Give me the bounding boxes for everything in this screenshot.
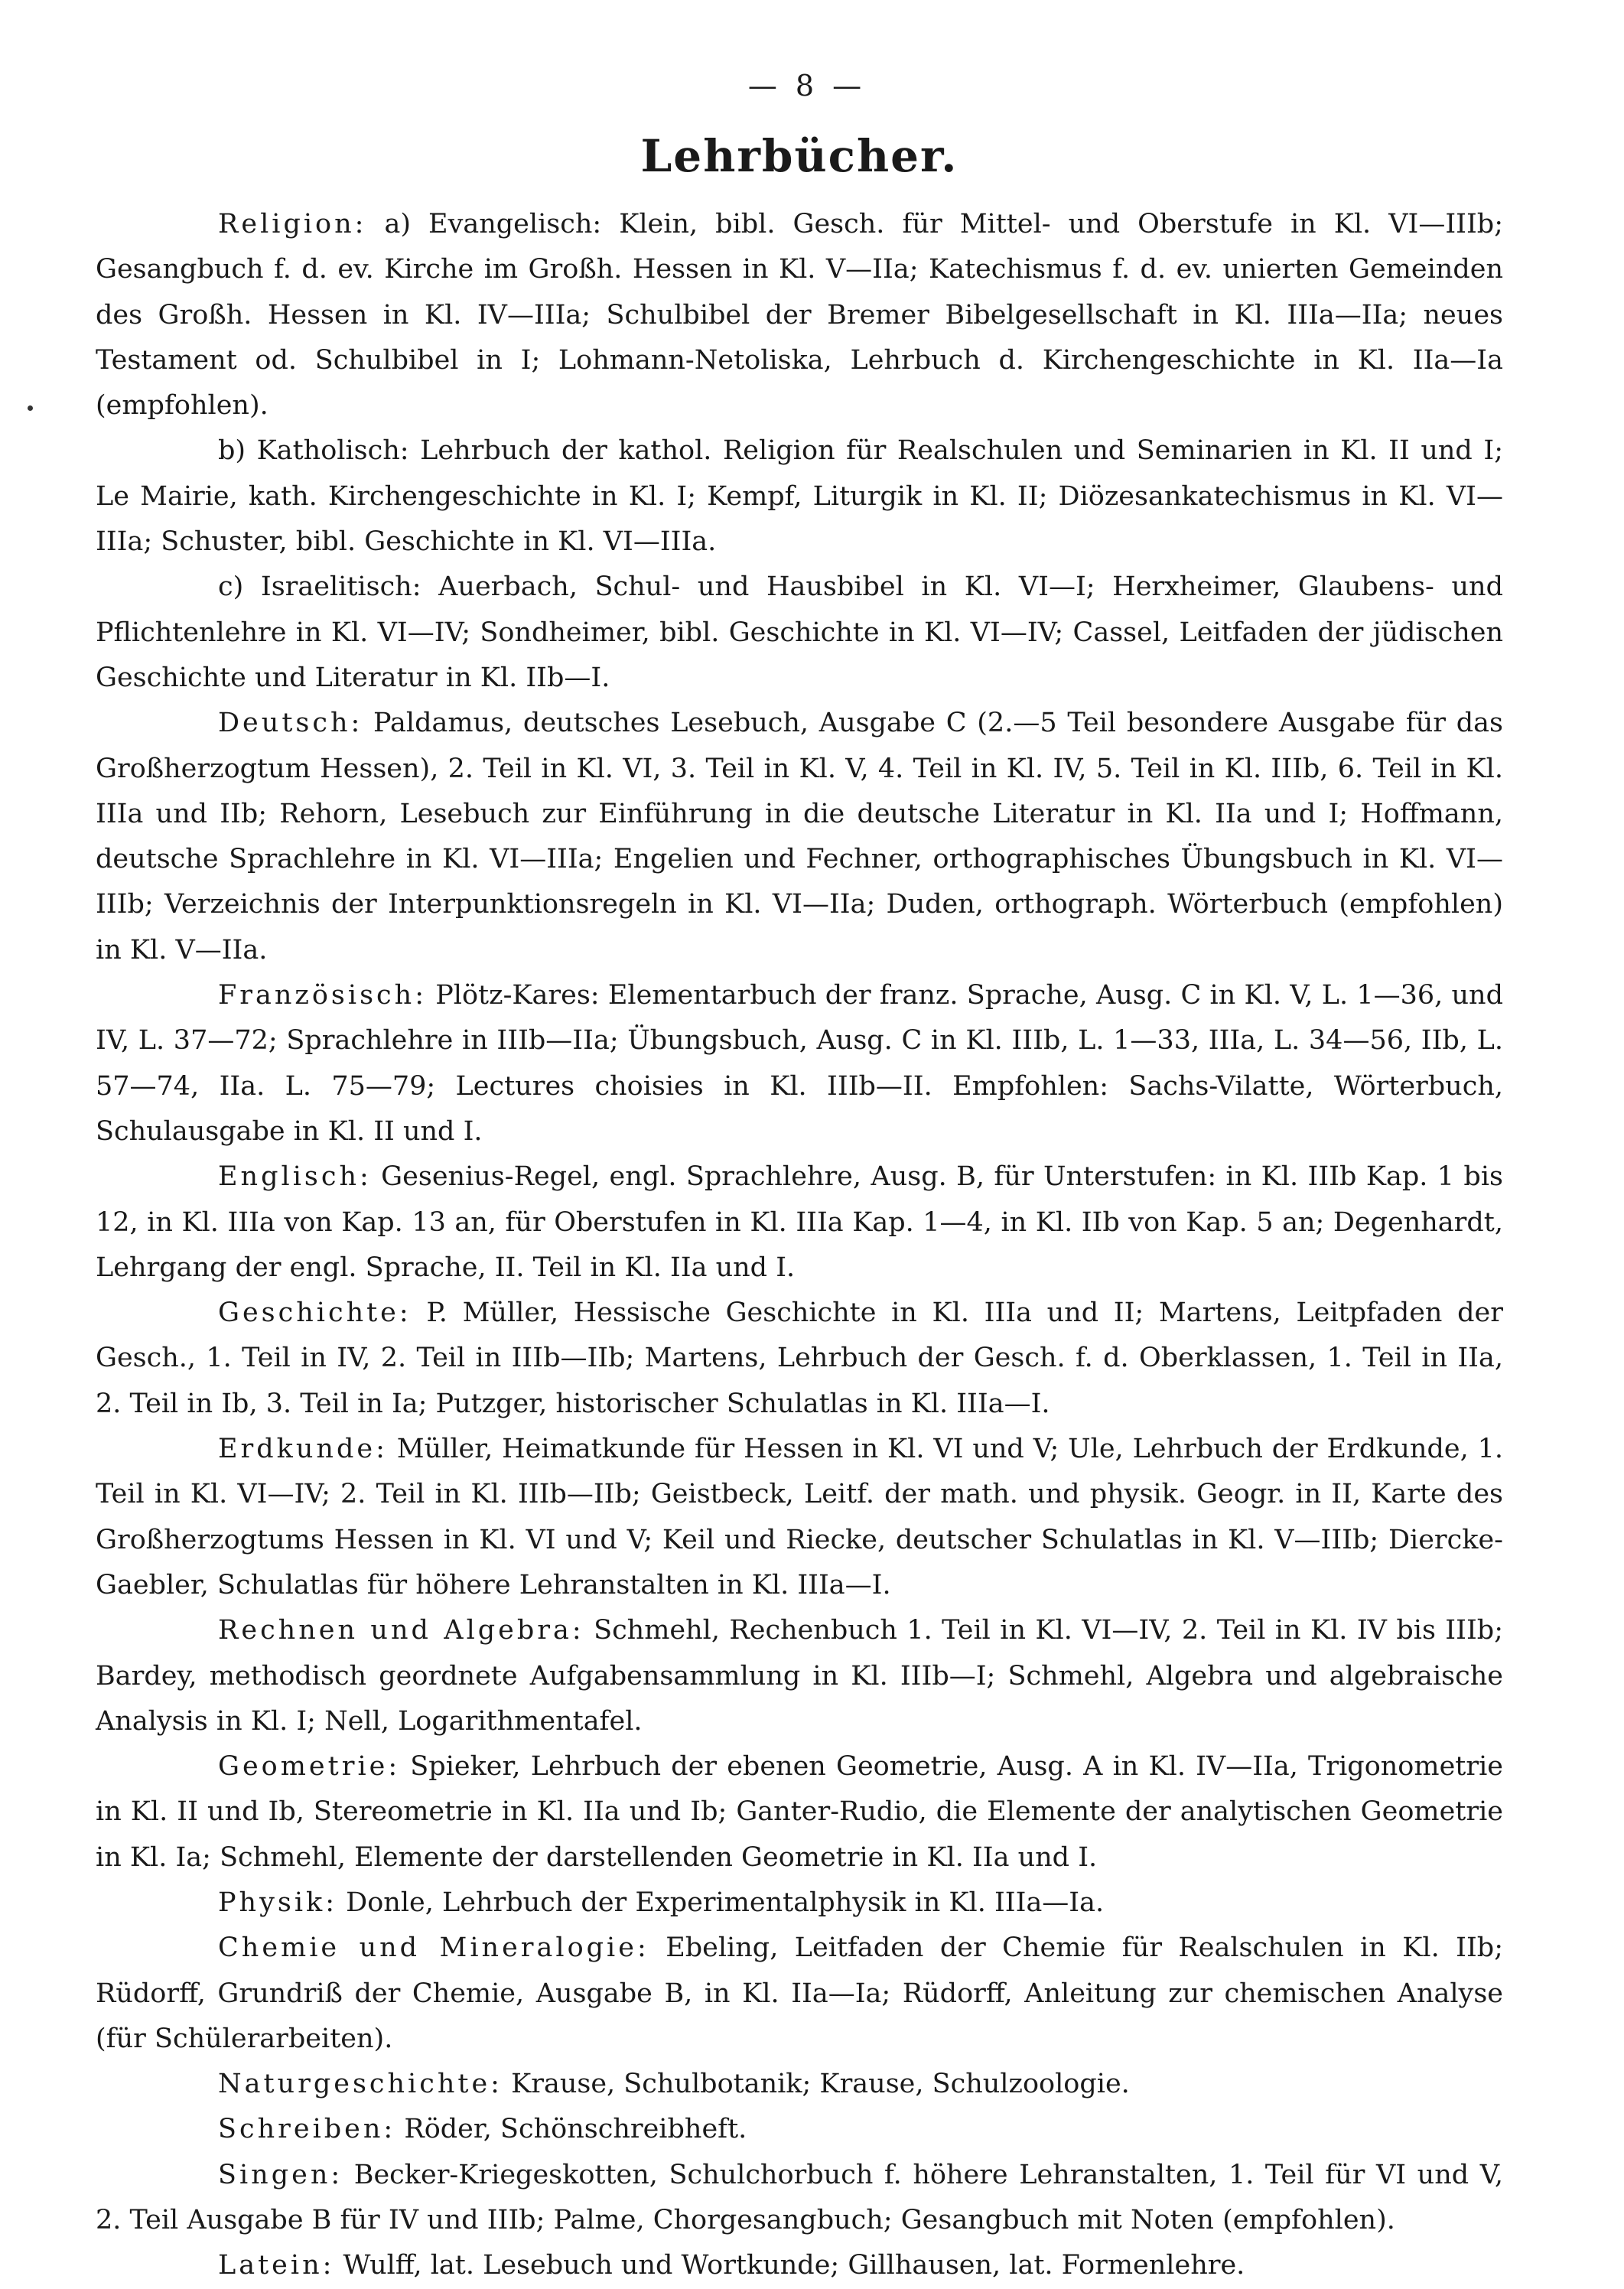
- entry-text: Wulff, lat. Lesebuch und Wortkunde; Gillhausen, lat. Formenlehre.: [334, 2250, 1245, 2281]
- document-page: [96, 69, 1503, 2289]
- entry-physik: [96, 1880, 1503, 1926]
- entry-subject: Religion:: [218, 209, 367, 239]
- entry-deutsch: [96, 701, 1503, 973]
- entry-geschichte: [96, 1291, 1503, 1427]
- entry-subject: Physik:: [218, 1887, 338, 1918]
- entry-erdkunde: [96, 1427, 1503, 1608]
- entry-text: Plötz-Kares: Elementarbuch der franz. Sprache, Ausg. C in Kl. V, L. 1—36, und IV, L. 37—72; Sprachlehre in IIIb—IIa; Übungsbuch, Ausg. C in Kl. IIIb, L. 1—33, IIIa, L. 34—56, IIb, L. 57—74, IIa. L. 75—79; Lectures choisies in Kl. IIIb—II. Empfohlen: Sachs-Vilatte, Wörterbuch, Schulausgabe in Kl. II und I.: [96, 980, 1503, 1147]
- entry-text: Gesenius-Regel, engl. Sprachlehre, Ausg. B, für Unterstufen: in Kl. IIIb Kap. 1 bis 12, in Kl. IIIa von Kap. 13 an, für Oberstufen in Kl. IIIa Kap. 1—4, in Kl. IIb von Kap. 5 an; Degenhardt, Lehrgang der engl. Sprache, II. Teil in Kl. IIa und I.: [96, 1161, 1503, 1283]
- entry-naturgeschichte: [96, 2062, 1503, 2107]
- entry-text: Ebeling, Leitfaden der Chemie für Realschulen in Kl. IIb; Rüdorff, Grundriß der Chemie, Ausgabe B, in Kl. IIa—Ia; Rüdorff, Anleitung zur chemischen Analyse (für Schülerarbeiten).: [96, 1932, 1503, 2054]
- entry-subject: Latein:: [218, 2250, 335, 2281]
- entry-latein: [96, 2243, 1503, 2288]
- page-title: Lehrbücher.: [640, 130, 958, 182]
- entry-text: b) Katholisch: Lehrbuch der kathol. Religion für Realschulen und Seminarien in Kl. II und I; Le Mairie, kath. Kirchengeschichte in Kl. I; Kempf, Liturgik in Kl. II; Diözesankatechismus in Kl. VI—IIIa; Schuster, bibl. Geschichte in Kl. VI—IIIa.: [96, 435, 1503, 558]
- entry-rechnen-algebra: [96, 1608, 1503, 1744]
- entry-subject: Naturgeschichte:: [218, 2069, 503, 2100]
- entry-religion-catholic: [96, 428, 1503, 565]
- page-number: — 8 —: [747, 69, 867, 103]
- entry-englisch: [96, 1154, 1503, 1291]
- entry-franzoesisch: [96, 973, 1503, 1154]
- entry-text: c) Israelitisch: Auerbach, Schul- und Hausbibel in Kl. VI—I; Herxheimer, Glaubens- und Pflichtenlehre in Kl. VI—IV; Sondheimer, bibl. Geschichte in Kl. VI—IV; Cassel, Leitfaden der jüdischen Geschichte und Literatur in Kl. IIb—I.: [96, 571, 1503, 693]
- entry-text: Donle, Lehrbuch der Experimentalphysik in Kl. IIIa—Ia.: [337, 1887, 1105, 1918]
- entry-subject: Geometrie:: [218, 1751, 401, 1783]
- entry-subject: Schreiben:: [218, 2114, 396, 2145]
- entry-subject: Singen:: [218, 2159, 343, 2190]
- entry-subject: Chemie und Mineralogie:: [218, 1932, 649, 1964]
- entry-text: Paldamus, deutsches Lesebuch, Ausgabe C (2.—5 Teil besondere Ausgabe für das Großherzogtum Hessen), 2. Teil in Kl. VI, 3. Teil in Kl. V, 4. Teil in Kl. IV, 5. Teil in Kl. IIIb, 6. Teil in Kl. IIIa und IIb; Rehorn, Lesebuch zur Einführung in die deutsche Literatur in Kl. IIa und I; Hoffmann, deutsche Sprachlehre in Kl. VI—IIIa; Engelien und Fechner, orthographisches Übungsbuch in Kl. VI—IIIb; Verzeichnis der Interpunktionsregeln in Kl. VI—IIa; Duden, orthograph. Wörterbuch (empfohlen) in Kl. V—IIa.: [96, 708, 1503, 965]
- entry-text: Spieker, Lehrbuch der ebenen Geometrie, Ausg. A in Kl. IV—IIa, Trigonometrie in Kl. II und Ib, Stereometrie in Kl. IIa und Ib; Ganter-Rudio, die Elemente der analytischen Geometrie in Kl. Ia; Schmehl, Elemente der darstellenden Geometrie in Kl. IIa und I.: [96, 1751, 1503, 1873]
- entry-religion: [96, 202, 1503, 428]
- entry-singen: [96, 2153, 1503, 2244]
- entry-chemie-mineralogie: [96, 1926, 1503, 2062]
- entry-text: Krause, Schulbotanik; Krause, Schulzoologie.: [502, 2069, 1130, 2100]
- entry-text: Becker-Kriegeskotten, Schulchorbuch f. höhere Lehranstalten, 1. Teil für VI und V, 2. Teil Ausgabe B für IV und IIIb; Palme, Chorgesangbuch; Gesangbuch mit Noten (empfohlen).: [96, 2159, 1503, 2236]
- entry-text: P. Müller, Hessische Geschichte in Kl. IIIa und II; Martens, Leitpfaden der Gesch., 1. Teil in IV, 2. Teil in IIIb—IIb; Martens, Lehrbuch der Gesch. f. d. Oberklassen, 1. Teil in IIa, 2. Teil in Ib, 3. Teil in Ia; Putzger, historischer Schulatlas in Kl. IIIa—I.: [96, 1298, 1503, 1419]
- scan-speck: [28, 405, 33, 411]
- entry-subject: Erdkunde:: [218, 1434, 388, 1465]
- entry-subject: Englisch:: [218, 1161, 372, 1193]
- entry-religion-jewish: [96, 565, 1503, 701]
- textbook-list: [96, 202, 1503, 2289]
- entry-text: Schmehl, Rechenbuch 1. Teil in Kl. VI—IV, 2. Teil in Kl. IV bis IIIb; Bardey, methodisch geordnete Aufgabensammlung in Kl. IIIb—I; Schmehl, Algebra und algebraische Analysis in Kl. I; Nell, Logarithmentafel.: [96, 1615, 1503, 1737]
- entry-schreiben: [96, 2107, 1503, 2152]
- entry-subject: Deutsch:: [218, 708, 363, 739]
- entry-subject: Rechnen und Algebra:: [218, 1615, 584, 1646]
- entry-text: a) Evangelisch: Klein, bibl. Gesch. für Mittel- und Oberstufe in Kl. VI—IIIb; Gesangbuch f. d. ev. Kirche im Großh. Hessen in Kl. V—IIa; Katechismus f. d. ev. unierten Gemeinden des Großh. Hessen in Kl. IV—IIIa; Schulbibel der Bremer Bibelgesellschaft in Kl. IIIa—IIa; neues Testament od. Schulbibel in I; Lohmann-Netoliska, Lehrbuch d. Kirchengeschichte in Kl. IIa—Ia (empfohlen).: [96, 209, 1503, 422]
- entry-subject: Französisch:: [218, 980, 427, 1011]
- entry-text: Müller, Heimatkunde für Hessen in Kl. VI und V; Ule, Lehrbuch der Erdkunde, 1. Teil in Kl. VI—IV; 2. Teil in Kl. IIIb—IIb; Geistbeck, Leitf. der math. und physik. Geogr. in II, Karte des Großherzogtums Hessen in Kl. VI und V; Keil und Riecke, deutscher Schulatlas in Kl. V—IIIb; Diercke-Gaebler, Schulatlas für höhere Lehranstalten in Kl. IIIa—I.: [96, 1434, 1503, 1600]
- entry-text: Röder, Schönschreibheft.: [395, 2114, 747, 2145]
- entry-geometrie: [96, 1744, 1503, 1880]
- entry-subject: Geschichte:: [218, 1298, 412, 1329]
